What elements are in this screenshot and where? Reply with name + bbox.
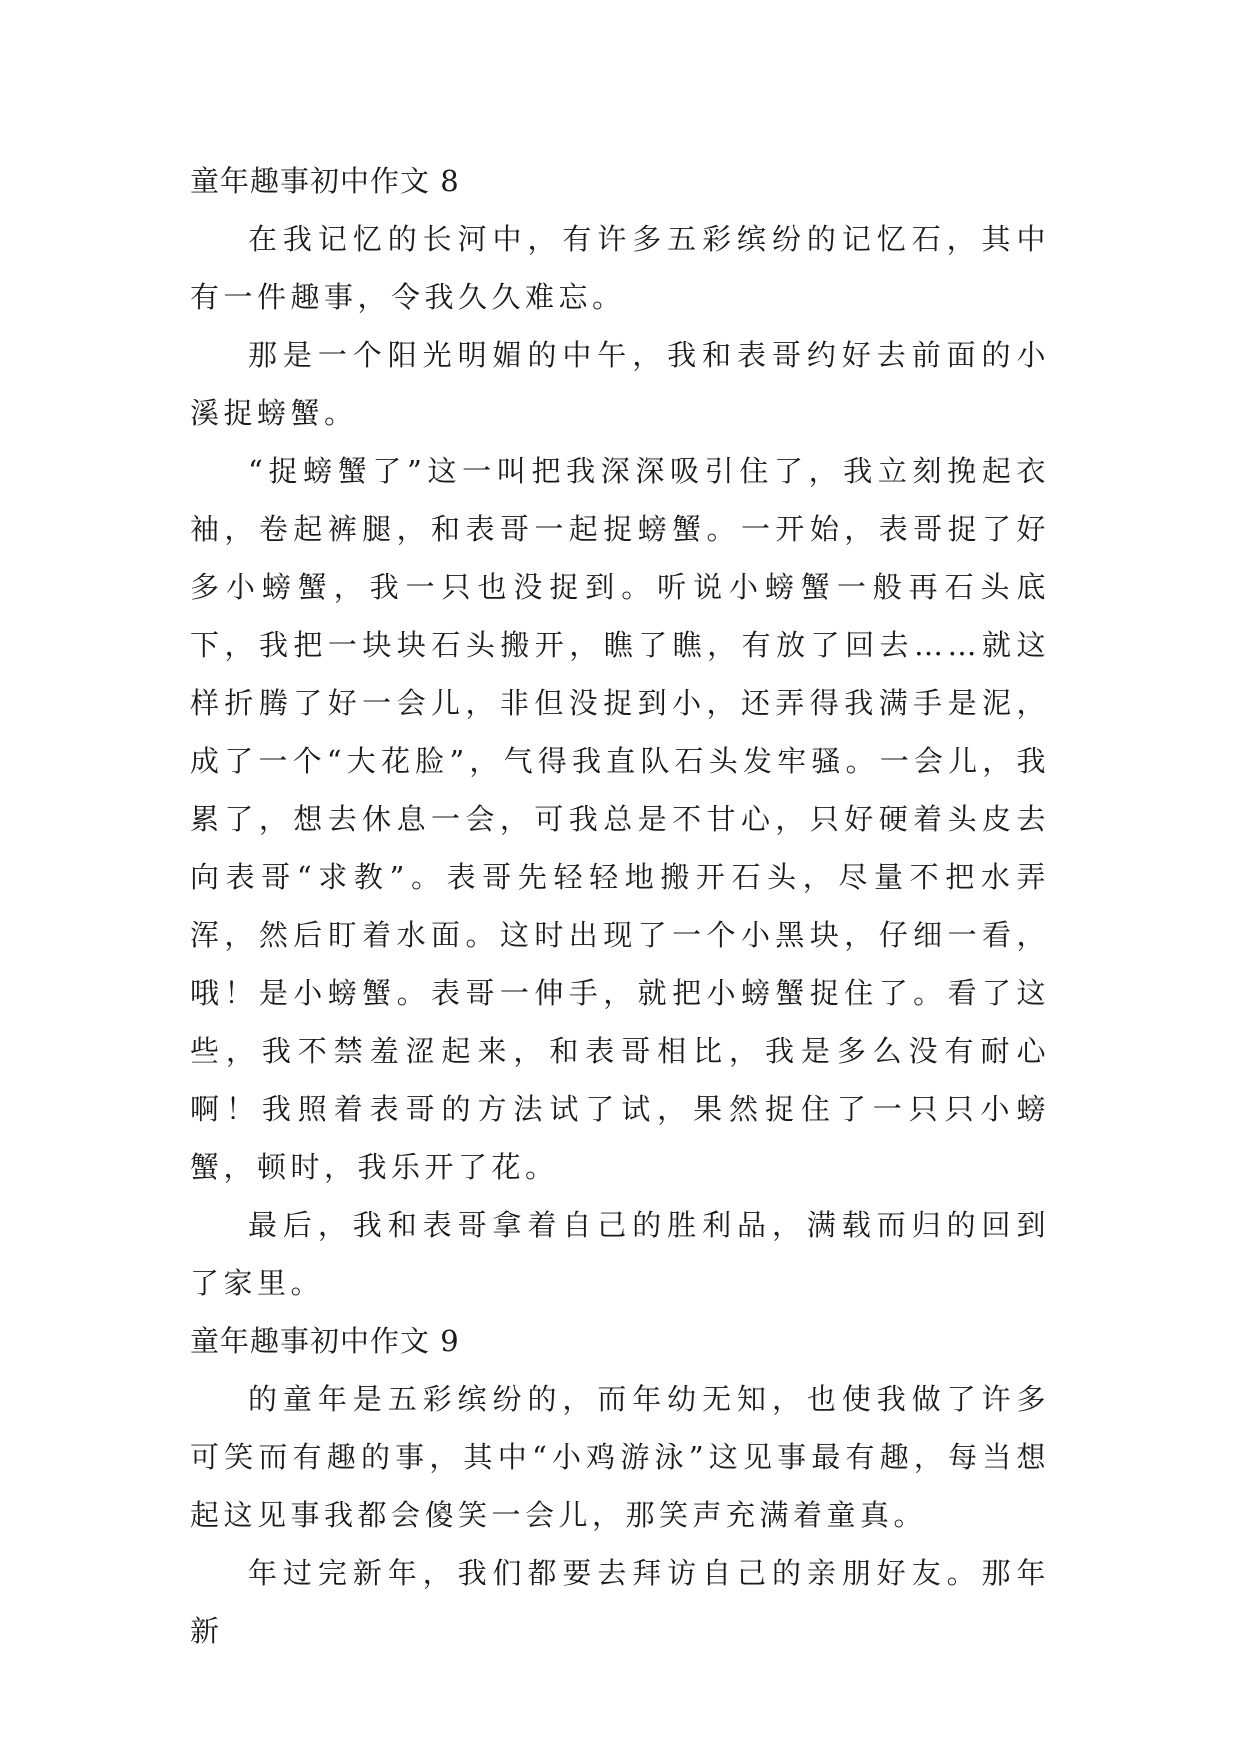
essay-9-paragraph-2: 年过完新年，我们都要去拜访自己的亲朋好友。那年新 <box>190 1556 1050 1648</box>
essay-9-paragraph-1: 的童年是五彩缤纷的，而年幼无知，也使我做了许多可笑而有趣的事，其中“小鸡游泳”这见事最有趣，每当想起这见事我都会傻笑一会儿，那笑声充满着童真。 <box>190 1382 1050 1532</box>
essay-9-title: 童年趣事初中作文 9 <box>190 1324 460 1358</box>
essay-8-paragraph-3: “捉螃蟹了”这一叫把我深深吸引住了，我立刻挽起衣袖，卷起裤腿，和表哥一起捉螃蟹。一开始，表哥捉了好多小螃蟹，我一只也没捉到。听说小螃蟹一般再石头底下，我把一块块石头搬开，瞧了瞧，有放了回去……就这样折腾了好一会儿，非但没捉到小，还弄得我满手是泥，成了一个“大花脸”，气得我直队石头发牢骚。一会儿，我累了，想去休息一会，可我总是不甘心，只好硬着头皮去向表哥“求教”。表哥先轻轻地搬开石头，尽量不把水弄浑，然后盯着水面。这时出现了一个小黑块，仔细一看，哦！是小螃蟹。表哥一伸手，就把小螃蟹捉住了。看了这些，我不禁羞涩起来，和表哥相比，我是多么没有耐心啊！我照着表哥的方法试了试，果然捉住了一只只小螃蟹，顿时，我乐开了花。 <box>190 454 1050 1184</box>
document-body <box>190 152 1050 1660</box>
essay-8-paragraph-1: 在我记忆的长河中，有许多五彩缤纷的记忆石，其中有一件趣事，令我久久难忘。 <box>190 222 1050 314</box>
essay-8-title: 童年趣事初中作文 8 <box>190 164 460 198</box>
essay-8-paragraph-2: 那是一个阳光明媚的中午，我和表哥约好去前面的小溪捉螃蟹。 <box>190 338 1050 430</box>
essay-8-paragraph-4: 最后，我和表哥拿着自己的胜利品，满载而归的回到了家里。 <box>190 1208 1050 1300</box>
